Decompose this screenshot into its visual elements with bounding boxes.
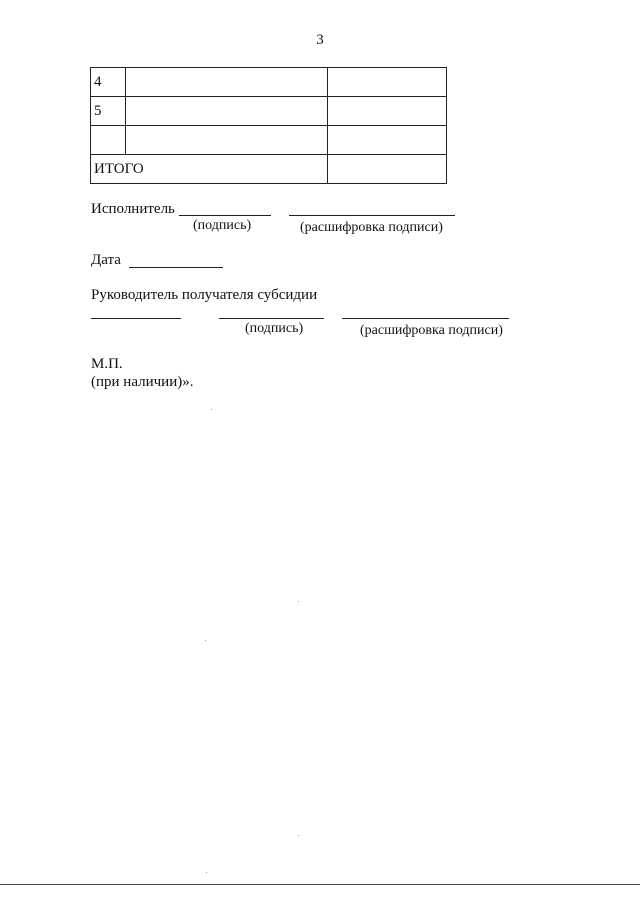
total-amount-cell [328,155,447,184]
scan-speck [298,601,299,602]
executor-label: Исполнитель [91,201,175,217]
stamp-label: М.П. [91,356,123,372]
stamp-note: (при наличии)». [91,374,194,390]
row-name-cell [126,97,328,126]
date-label: Дата [91,252,121,268]
head-position-line [91,318,181,319]
executor-transcript-caption: (расшифровка подписи) [300,220,443,235]
head-label: Руководитель получателя субсидии [91,287,318,303]
row-amount-cell [328,97,447,126]
row-amount-cell [328,126,447,155]
row-number-cell: 5 [91,97,126,126]
page-bottom-edge [0,884,640,885]
table-row [91,97,447,126]
row-number-cell [91,126,126,155]
date-line [129,267,223,268]
page-number: 3 [316,32,324,48]
scan-speck [205,640,206,641]
head-transcript-caption: (расшифровка подписи) [360,323,503,338]
executor-signature-line [179,215,271,216]
row-name-cell [126,68,328,97]
head-transcript-line [342,318,509,319]
total-row [91,155,447,184]
head-signature-line [219,318,324,319]
executor-signature-caption: (подпись) [193,218,252,233]
head-signature-caption: (подпись) [245,321,304,336]
row-name-cell [126,126,328,155]
scan-speck [211,409,212,410]
table-row [91,126,447,155]
summary-table [90,67,447,184]
row-number-cell: 4 [91,68,126,97]
executor-transcript-line [289,215,455,216]
scan-speck [206,872,207,873]
scan-speck [298,835,299,836]
row-amount-cell [328,68,447,97]
total-label-cell: ИТОГО [91,155,328,184]
table-row [91,68,447,97]
